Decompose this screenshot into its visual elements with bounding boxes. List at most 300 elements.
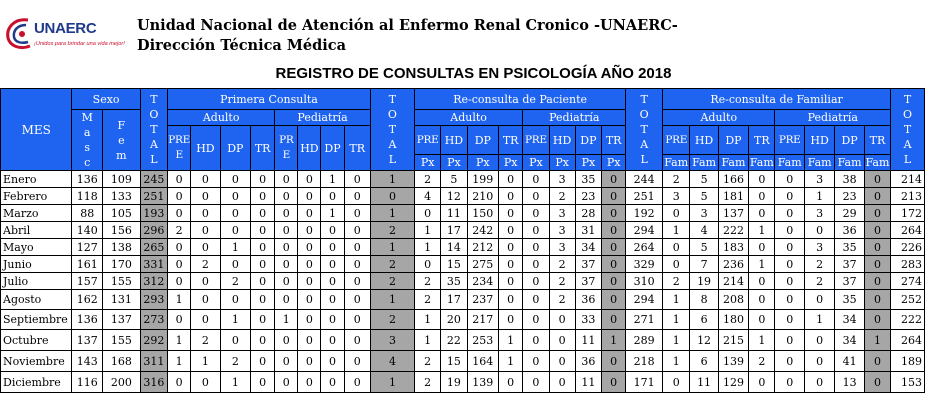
value-cell: 19 — [441, 372, 467, 393]
header-fam: Fam — [865, 156, 890, 169]
value-cell: 0 — [499, 273, 523, 290]
value-cell: 1 — [191, 351, 220, 372]
value-cell: 0 — [321, 310, 344, 330]
value-cell: 2 — [804, 273, 834, 290]
value-cell: 19 — [690, 273, 718, 290]
header-pediatria-2: Pediatría — [523, 110, 626, 126]
value-cell: 0 — [298, 290, 321, 310]
value-cell: 0 — [251, 171, 275, 188]
total-cell: 0 — [602, 256, 626, 273]
value-cell: 1 — [415, 310, 441, 330]
table-body — [1, 171, 925, 393]
total-cell: 0 — [602, 290, 626, 310]
value-cell: 0 — [251, 351, 275, 372]
header-dp-3a: DP — [718, 126, 748, 155]
header-primera-consulta: Primera Consulta — [168, 89, 371, 110]
value-cell: 0 — [321, 273, 344, 290]
value-cell: 3 — [804, 239, 834, 256]
value-cell: 1 — [663, 330, 690, 351]
value-cell: 271 — [626, 310, 663, 330]
value-cell: 1 — [749, 222, 775, 239]
month-cell: Febrero — [1, 188, 72, 205]
month-cell: Abril — [1, 222, 72, 239]
header-pre-1a: PRE E — [168, 126, 191, 171]
value-cell: 2 — [220, 273, 250, 290]
value-cell: 2 — [549, 273, 575, 290]
header-dp-1p: DP — [321, 126, 344, 171]
value-cell: 0 — [168, 273, 191, 290]
value-cell: 0 — [523, 256, 549, 273]
value-cell: 4 — [690, 222, 718, 239]
value-cell: 0 — [191, 188, 220, 205]
value-cell: 1 — [220, 239, 250, 256]
month-cell: Mayo — [1, 239, 72, 256]
total-cell: 0 — [602, 310, 626, 330]
value-cell: 3 — [549, 205, 575, 222]
value-cell: 155 — [102, 330, 140, 351]
value-cell: 0 — [275, 256, 298, 273]
value-cell: 0 — [298, 310, 321, 330]
table-row — [1, 188, 925, 205]
value-cell: 215 — [718, 330, 748, 351]
value-cell: 34 — [835, 330, 864, 351]
value-cell: 6 — [690, 310, 718, 330]
value-cell: 0 — [168, 188, 191, 205]
value-cell: 275 — [467, 256, 499, 273]
value-cell: 136 — [72, 310, 102, 330]
value-cell: 181 — [718, 188, 748, 205]
value-cell: 264 — [626, 239, 663, 256]
value-cell: 0 — [775, 290, 804, 310]
month-cell: Agosto — [1, 290, 72, 310]
value-cell: 199 — [467, 171, 499, 188]
total-cell: 2 — [370, 222, 414, 239]
total-cell: 193 — [140, 205, 167, 222]
value-cell: 140 — [72, 222, 102, 239]
value-cell: 0 — [549, 351, 575, 372]
value-cell: 3 — [690, 205, 718, 222]
total-cell: 3 — [370, 330, 414, 351]
value-cell: 0 — [344, 171, 370, 188]
month-cell: Noviembre — [1, 351, 72, 372]
value-cell: 2 — [191, 330, 220, 351]
total-cell: 273 — [140, 310, 167, 330]
value-cell: 34 — [835, 310, 864, 330]
header-hd-3p: HD — [804, 126, 834, 155]
total-cell: 0 — [602, 205, 626, 222]
header-tr-3p: TR — [864, 126, 890, 155]
value-cell: 2 — [415, 351, 441, 372]
total-cell: 316 — [140, 372, 167, 393]
value-cell: 150 — [467, 205, 499, 222]
total-cell: 2 — [370, 310, 414, 330]
value-cell: 0 — [749, 239, 775, 256]
header-dp-1a: DP — [220, 126, 250, 171]
value-cell: 170 — [102, 256, 140, 273]
total-cell: 0 — [864, 239, 890, 256]
value-cell: 0 — [344, 351, 370, 372]
value-cell: 0 — [275, 188, 298, 205]
total-cell: 0 — [602, 351, 626, 372]
value-cell: 13 — [835, 372, 864, 393]
value-cell: 0 — [275, 171, 298, 188]
value-cell: 127 — [72, 239, 102, 256]
table-row — [1, 171, 925, 188]
header-fam: Fam — [718, 155, 748, 171]
total-cell: 274 — [891, 273, 925, 290]
value-cell: 35 — [441, 273, 467, 290]
value-cell: 5 — [441, 171, 467, 188]
value-cell: 0 — [251, 239, 275, 256]
table-row — [1, 310, 925, 330]
month-cell: Junio — [1, 256, 72, 273]
value-cell: 5 — [690, 239, 718, 256]
value-cell: 0 — [220, 222, 250, 239]
value-cell: 0 — [275, 351, 298, 372]
value-cell: 28 — [575, 205, 601, 222]
header-tr-1a: TR — [251, 126, 275, 171]
value-cell: 0 — [415, 256, 441, 273]
total-cell: 0 — [864, 310, 890, 330]
total-cell: 2 — [370, 256, 414, 273]
value-cell: 0 — [499, 188, 523, 205]
value-cell: 0 — [804, 222, 834, 239]
value-cell: 329 — [626, 256, 663, 273]
value-cell: 1 — [663, 290, 690, 310]
header-hd-2a: HD — [441, 126, 467, 155]
value-cell: 0 — [275, 273, 298, 290]
table-row — [1, 205, 925, 222]
value-cell: 168 — [102, 351, 140, 372]
header-dp-3p: DP — [835, 126, 864, 155]
value-cell: 6 — [690, 351, 718, 372]
month-cell: Enero — [1, 171, 72, 188]
header-px: Px — [575, 155, 601, 171]
value-cell: 1 — [663, 351, 690, 372]
page-header — [0, 0, 947, 64]
header-pediatria-3: Pediatría — [775, 110, 891, 126]
value-cell: 3 — [549, 171, 575, 188]
value-cell: 0 — [220, 205, 250, 222]
value-cell: 0 — [298, 330, 321, 351]
value-cell: 0 — [344, 222, 370, 239]
value-cell: 0 — [168, 256, 191, 273]
value-cell: 214 — [718, 273, 748, 290]
total-cell: 311 — [140, 351, 167, 372]
value-cell: 33 — [575, 310, 601, 330]
value-cell: 0 — [191, 310, 220, 330]
value-cell: 0 — [523, 330, 549, 351]
value-cell: 244 — [626, 171, 663, 188]
value-cell: 0 — [523, 205, 549, 222]
total-cell: 0 — [370, 188, 414, 205]
value-cell: 251 — [626, 188, 663, 205]
total-cell: 0 — [602, 273, 626, 290]
value-cell: 0 — [344, 310, 370, 330]
value-cell: 1 — [499, 330, 523, 351]
value-cell: 139 — [467, 372, 499, 393]
value-cell: 3 — [663, 188, 690, 205]
value-cell: 0 — [321, 188, 344, 205]
value-cell: 105 — [102, 205, 140, 222]
value-cell: 155 — [102, 273, 140, 290]
value-cell: 2 — [168, 222, 191, 239]
header-tr-3a: TR — [749, 126, 775, 155]
value-cell: 41 — [835, 351, 864, 372]
value-cell: 0 — [275, 222, 298, 239]
total-cell: 0 — [864, 273, 890, 290]
value-cell: 0 — [251, 330, 275, 351]
value-cell: 17 — [441, 222, 467, 239]
header-fam: Fam — [749, 156, 774, 169]
value-cell: 2 — [549, 290, 575, 310]
value-cell: 3 — [804, 171, 834, 188]
header-adulto-2: Adulto — [415, 110, 523, 126]
value-cell: 0 — [775, 256, 804, 273]
value-cell: 0 — [749, 372, 775, 393]
value-cell: 0 — [191, 290, 220, 310]
value-cell: 0 — [549, 372, 575, 393]
organization-heading — [137, 16, 678, 56]
value-cell: 0 — [749, 310, 775, 330]
value-cell: 11 — [575, 330, 601, 351]
header-fam: Fam — [690, 155, 718, 171]
header-mes: MES — [1, 89, 72, 171]
value-cell: 2 — [220, 351, 250, 372]
total-cell: 2 — [370, 273, 414, 290]
value-cell: 0 — [321, 351, 344, 372]
value-cell: 0 — [663, 256, 690, 273]
value-cell: 161 — [72, 256, 102, 273]
value-cell: 0 — [220, 290, 250, 310]
value-cell: 17 — [441, 290, 467, 310]
header-total-primera: T O T A L — [370, 89, 414, 171]
value-cell: 0 — [499, 205, 523, 222]
value-cell: 136 — [72, 171, 102, 188]
total-cell: 189 — [891, 351, 925, 372]
value-cell: 8 — [690, 290, 718, 310]
value-cell: 7 — [690, 256, 718, 273]
total-cell: 0 — [602, 239, 626, 256]
header-pre-1p: PR E — [275, 126, 298, 171]
value-cell: 0 — [191, 239, 220, 256]
value-cell: 162 — [72, 290, 102, 310]
value-cell: 0 — [191, 205, 220, 222]
value-cell: 131 — [102, 290, 140, 310]
value-cell: 3 — [549, 222, 575, 239]
total-cell: 312 — [140, 273, 167, 290]
value-cell: 0 — [523, 171, 549, 188]
value-cell: 242 — [467, 222, 499, 239]
org-name: Unidad Nacional de Atención al Enfermo Renal Cronico -UNAERC- — [137, 17, 678, 34]
value-cell: 35 — [575, 171, 601, 188]
value-cell: 222 — [718, 222, 748, 239]
value-cell: 2 — [415, 290, 441, 310]
table-row — [1, 351, 925, 372]
value-cell: 192 — [626, 205, 663, 222]
value-cell: 34 — [575, 239, 601, 256]
value-cell: 2 — [663, 273, 690, 290]
value-cell: 36 — [835, 222, 864, 239]
value-cell: 22 — [441, 330, 467, 351]
header-fem: F e m — [102, 110, 140, 171]
value-cell: 15 — [441, 256, 467, 273]
value-cell: 23 — [835, 188, 864, 205]
table-row — [1, 256, 925, 273]
value-cell: 0 — [251, 290, 275, 310]
value-cell: 0 — [523, 222, 549, 239]
total-cell: 1 — [370, 205, 414, 222]
value-cell: 1 — [168, 351, 191, 372]
header-adulto-1: Adulto — [168, 110, 275, 126]
value-cell: 0 — [275, 205, 298, 222]
value-cell: 0 — [168, 372, 191, 393]
value-cell: 1 — [663, 310, 690, 330]
value-cell: 212 — [467, 239, 499, 256]
header-reconsulta-familiar: Re-consulta de Familiar — [663, 89, 891, 110]
value-cell: 0 — [523, 290, 549, 310]
value-cell: 137 — [102, 310, 140, 330]
value-cell: 2 — [415, 273, 441, 290]
value-cell: 0 — [275, 290, 298, 310]
value-cell: 12 — [441, 188, 467, 205]
total-cell: 0 — [864, 205, 890, 222]
value-cell: 0 — [321, 222, 344, 239]
value-cell: 1 — [220, 310, 250, 330]
value-cell: 0 — [298, 222, 321, 239]
value-cell: 200 — [102, 372, 140, 393]
header-fam: Fam — [664, 156, 689, 169]
value-cell: 0 — [168, 205, 191, 222]
total-cell: 252 — [891, 290, 925, 310]
value-cell: 0 — [523, 188, 549, 205]
value-cell: 2 — [415, 372, 441, 393]
value-cell: 0 — [220, 188, 250, 205]
header-pre-3a: PRE — [663, 126, 690, 155]
total-cell: 214 — [891, 171, 925, 188]
header-px: Px — [499, 155, 523, 171]
header-pre-2a: PRE — [415, 126, 441, 155]
value-cell: 234 — [467, 273, 499, 290]
value-cell: 0 — [168, 171, 191, 188]
value-cell: 1 — [749, 330, 775, 351]
total-cell: 283 — [891, 256, 925, 273]
value-cell: 0 — [344, 372, 370, 393]
header-tr-2a: TR — [499, 126, 523, 155]
value-cell: 1 — [168, 330, 191, 351]
header-pre-3p: PRE — [775, 126, 804, 155]
value-cell: 217 — [467, 310, 499, 330]
value-cell: 0 — [499, 256, 523, 273]
value-cell: 0 — [775, 205, 804, 222]
total-cell: 1 — [370, 171, 414, 188]
value-cell: 0 — [191, 372, 220, 393]
value-cell: 164 — [467, 351, 499, 372]
value-cell: 143 — [72, 351, 102, 372]
value-cell: 35 — [835, 290, 864, 310]
value-cell: 0 — [499, 171, 523, 188]
header-reconsulta-paciente: Re-consulta de Paciente — [415, 89, 626, 110]
header-adulto-3: Adulto — [663, 110, 775, 126]
header-px: Px — [523, 155, 549, 171]
value-cell: 133 — [102, 188, 140, 205]
value-cell: 0 — [321, 239, 344, 256]
total-cell: 264 — [891, 330, 925, 351]
value-cell: 0 — [499, 372, 523, 393]
value-cell: 208 — [718, 290, 748, 310]
month-cell: Julio — [1, 273, 72, 290]
value-cell: 0 — [251, 222, 275, 239]
header-pre-2p: PRE — [523, 126, 549, 155]
value-cell: 2 — [749, 351, 775, 372]
value-cell: 0 — [775, 310, 804, 330]
month-cell: Octubre — [1, 330, 72, 351]
value-cell: 1 — [168, 290, 191, 310]
value-cell: 183 — [718, 239, 748, 256]
value-cell: 237 — [467, 290, 499, 310]
value-cell: 0 — [321, 372, 344, 393]
total-cell: 222 — [891, 310, 925, 330]
total-cell: 264 — [891, 222, 925, 239]
header-tr-1p: TR — [344, 126, 370, 171]
table-row — [1, 330, 925, 351]
value-cell: 0 — [344, 290, 370, 310]
value-cell: 31 — [575, 222, 601, 239]
total-cell: 1 — [370, 290, 414, 310]
value-cell: 23 — [575, 188, 601, 205]
value-cell: 0 — [499, 310, 523, 330]
kidney-swoosh-icon — [4, 14, 34, 54]
value-cell: 0 — [191, 171, 220, 188]
value-cell: 0 — [775, 330, 804, 351]
value-cell: 129 — [718, 372, 748, 393]
value-cell: 1 — [663, 222, 690, 239]
value-cell: 0 — [549, 310, 575, 330]
total-cell: 0 — [864, 351, 890, 372]
value-cell: 137 — [72, 330, 102, 351]
value-cell: 0 — [275, 239, 298, 256]
header-fam: Fam — [804, 155, 834, 171]
value-cell: 3 — [804, 205, 834, 222]
total-cell: 0 — [602, 372, 626, 393]
value-cell: 1 — [415, 330, 441, 351]
total-cell: 1 — [370, 372, 414, 393]
value-cell: 11 — [441, 205, 467, 222]
value-cell: 0 — [344, 205, 370, 222]
total-cell: 0 — [864, 372, 890, 393]
value-cell: 171 — [626, 372, 663, 393]
value-cell: 3 — [549, 239, 575, 256]
value-cell: 118 — [72, 188, 102, 205]
value-cell: 0 — [298, 205, 321, 222]
table-row — [1, 273, 925, 290]
value-cell: 1 — [415, 222, 441, 239]
header-hd-1p: HD — [298, 126, 321, 171]
value-cell: 0 — [775, 273, 804, 290]
total-cell: 0 — [602, 171, 626, 188]
value-cell: 1 — [499, 351, 523, 372]
value-cell: 0 — [191, 273, 220, 290]
unaerc-logo — [4, 14, 128, 56]
value-cell: 0 — [344, 330, 370, 351]
value-cell: 0 — [804, 351, 834, 372]
header-dp-2a: DP — [467, 126, 499, 155]
value-cell: 0 — [749, 205, 775, 222]
value-cell: 0 — [275, 330, 298, 351]
value-cell: 1 — [749, 256, 775, 273]
header-sexo: Sexo — [72, 89, 140, 110]
value-cell: 1 — [415, 239, 441, 256]
